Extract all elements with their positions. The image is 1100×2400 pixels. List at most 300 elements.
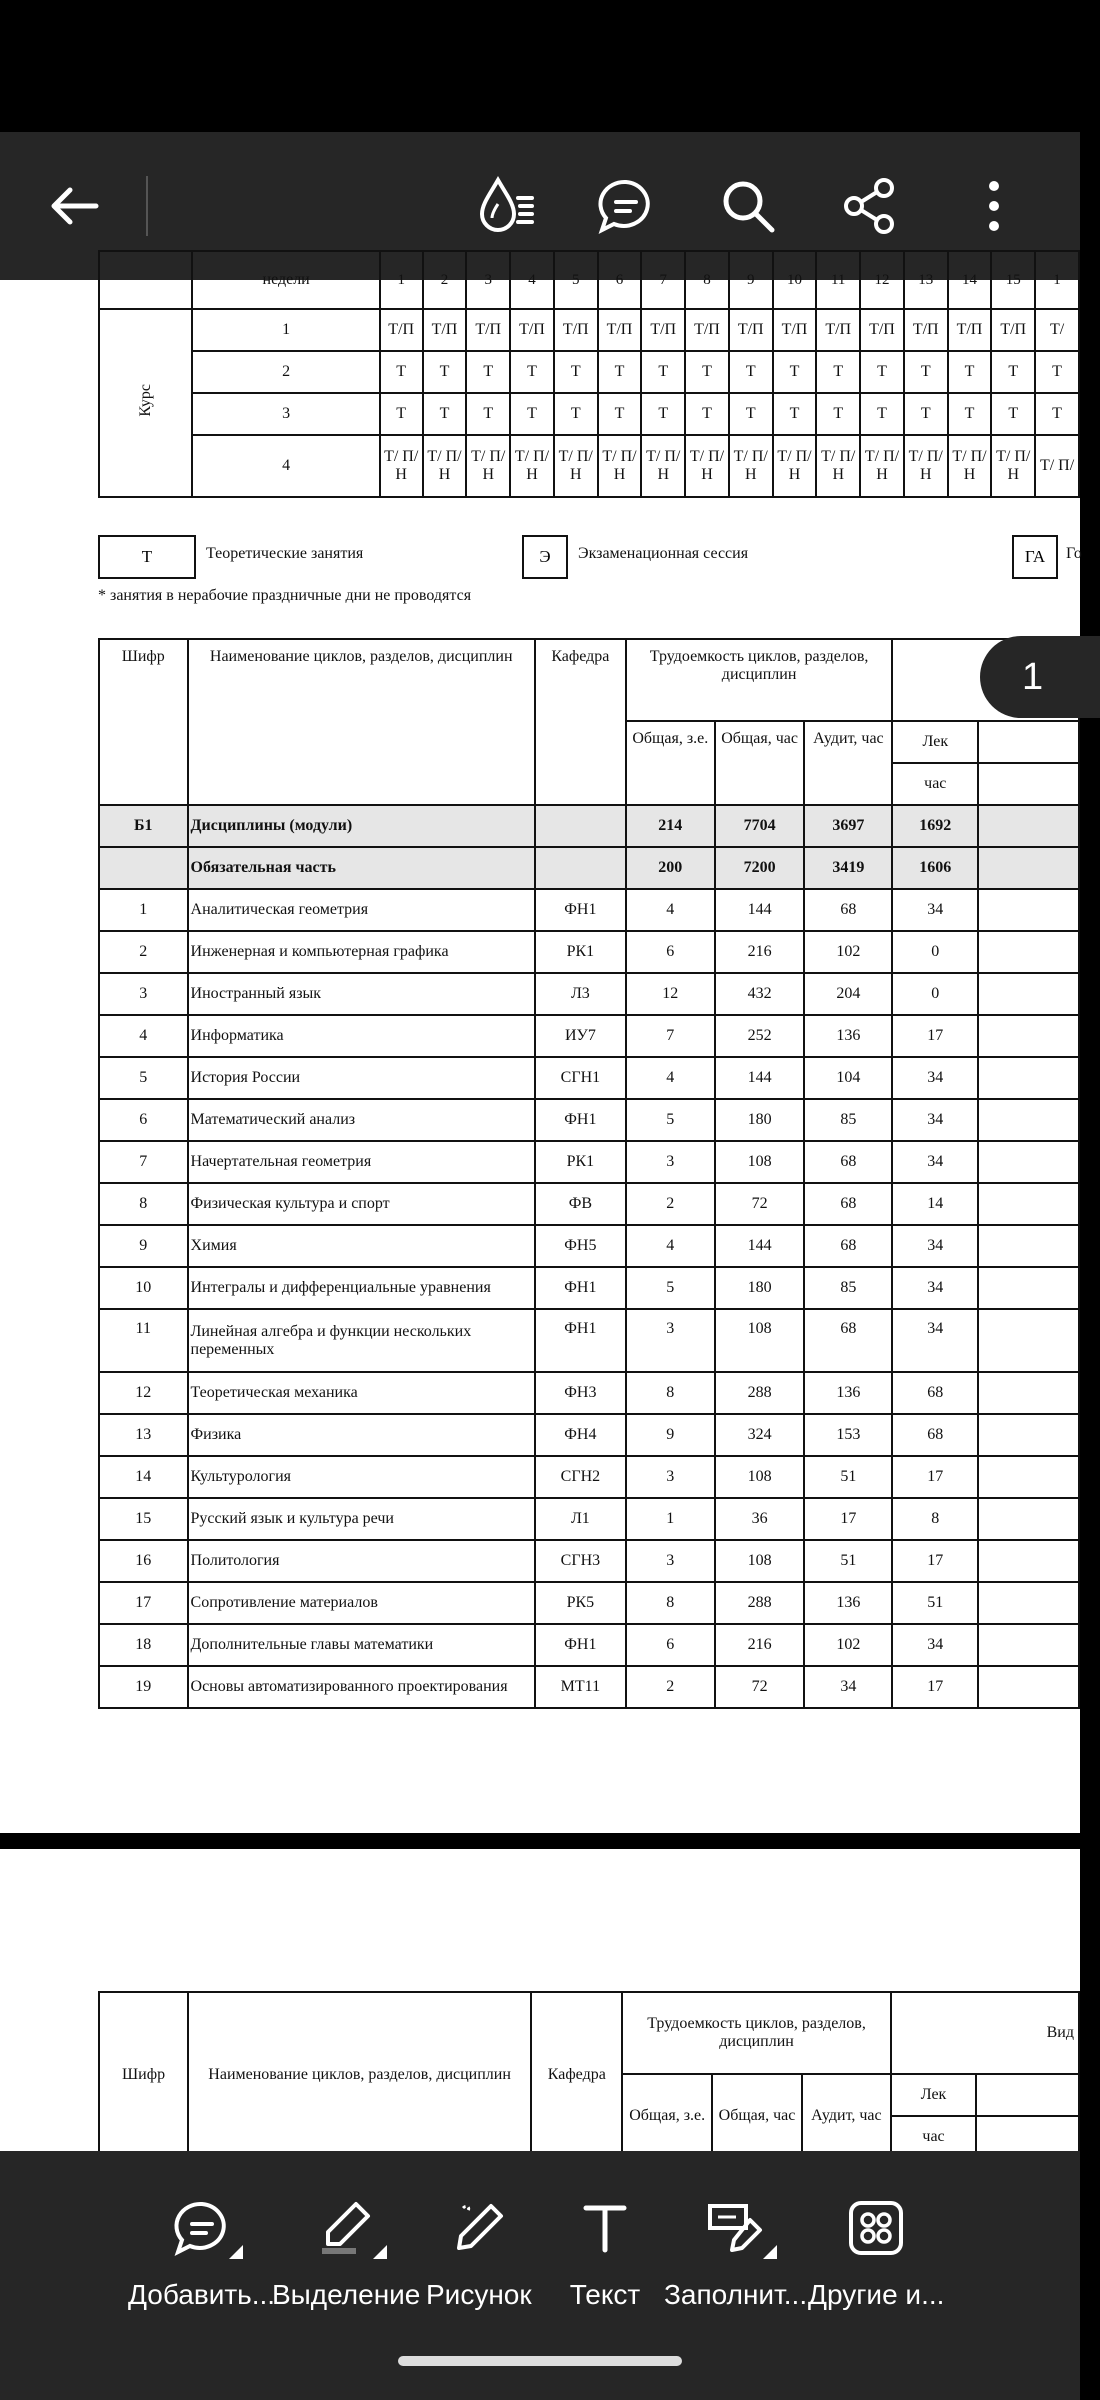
cell-code: 1 bbox=[99, 889, 188, 931]
cell-lec: 17 bbox=[892, 1456, 978, 1498]
search-icon[interactable] bbox=[708, 166, 788, 246]
tool-draw[interactable] bbox=[426, 2191, 532, 2311]
home-indicator[interactable] bbox=[398, 2356, 682, 2366]
cell-lec: 8 bbox=[892, 1498, 978, 1540]
cell-extra bbox=[978, 1456, 1079, 1498]
week-cell: Т/ П/Н bbox=[423, 435, 467, 497]
cell-name: Сопротивление материалов bbox=[188, 1582, 535, 1624]
table-row bbox=[99, 1267, 1079, 1309]
cell-name: Обязательная часть bbox=[188, 847, 535, 889]
week-cell: Т bbox=[641, 351, 685, 393]
tool-label: Выделение bbox=[272, 2279, 421, 2310]
cell-ze: 4 bbox=[626, 1225, 715, 1267]
navigation-bar bbox=[0, 2338, 1080, 2400]
cell-lec: 68 bbox=[892, 1414, 978, 1456]
course-label-cell bbox=[99, 309, 192, 497]
cell-dept: ФН1 bbox=[535, 889, 626, 931]
cell-dept: РК5 bbox=[535, 1582, 626, 1624]
cell-audit: 85 bbox=[804, 1099, 892, 1141]
cell-dept bbox=[535, 805, 626, 847]
back-arrow-icon[interactable] bbox=[34, 166, 114, 246]
cell-total: 108 bbox=[715, 1309, 805, 1372]
week-cell: Т bbox=[816, 393, 860, 435]
tool-more-tools[interactable] bbox=[808, 2191, 944, 2311]
cell-ze: 214 bbox=[626, 805, 715, 847]
table-row bbox=[99, 1015, 1079, 1057]
week-number: 12 bbox=[860, 251, 904, 309]
week-cell: Т/ П/Н bbox=[380, 435, 423, 497]
week-cell: Т/ П/Н bbox=[948, 435, 992, 497]
cell-name: Политология bbox=[188, 1540, 535, 1582]
cell-code: 9 bbox=[99, 1225, 188, 1267]
cell-dept: СГН1 bbox=[535, 1057, 626, 1099]
table-row bbox=[99, 1099, 1079, 1141]
cell-code: 18 bbox=[99, 1624, 188, 1666]
cell-audit: 68 bbox=[804, 1183, 892, 1225]
week-cell: Т bbox=[423, 393, 467, 435]
table-header-row bbox=[99, 1992, 1079, 2074]
header-hour: час bbox=[891, 2116, 977, 2158]
header-code: Шифр bbox=[99, 639, 188, 805]
cell-code: 19 bbox=[99, 1666, 188, 1708]
week-cell: Т bbox=[641, 393, 685, 435]
header-total-h: Общая, час bbox=[712, 2074, 802, 2158]
cell-lec: 68 bbox=[892, 1372, 978, 1414]
cell-extra bbox=[978, 1057, 1079, 1099]
cell-lec: 34 bbox=[892, 1099, 978, 1141]
cell-name: Инженерная и компьютерная графика bbox=[188, 931, 535, 973]
cell-lec: 34 bbox=[892, 1267, 978, 1309]
cell-audit: 136 bbox=[804, 1582, 892, 1624]
cell-dept: РК1 bbox=[535, 931, 626, 973]
cell-audit: 153 bbox=[804, 1414, 892, 1456]
cell-name: Культурология bbox=[188, 1456, 535, 1498]
week-number: 5 bbox=[554, 251, 598, 309]
cell-audit: 204 bbox=[804, 973, 892, 1015]
tool-text[interactable] bbox=[568, 2191, 642, 2311]
cell-total: 180 bbox=[715, 1267, 805, 1309]
cell-total: 432 bbox=[715, 973, 805, 1015]
week-cell: Т/ П/Н bbox=[729, 435, 773, 497]
table-row bbox=[99, 1141, 1079, 1183]
cell-audit: 102 bbox=[804, 1624, 892, 1666]
table-row bbox=[99, 1624, 1079, 1666]
cell-audit: 3697 bbox=[804, 805, 892, 847]
holiday-note: * занятия в нерабочие праздничные дни не проводятся bbox=[98, 587, 472, 604]
cell-lec: 0 bbox=[892, 973, 978, 1015]
cell-ze: 7 bbox=[626, 1015, 715, 1057]
header-name: Наименование циклов, разделов, дисциплин bbox=[188, 639, 535, 805]
cell-lec: 34 bbox=[892, 1057, 978, 1099]
week-cell: Т bbox=[991, 351, 1035, 393]
cell-total: 108 bbox=[715, 1456, 805, 1498]
page-gap bbox=[0, 1833, 1080, 1849]
page-number-badge: 1 bbox=[980, 636, 1100, 718]
cell-name: Дисциплины (модули) bbox=[188, 805, 535, 847]
week-cell: Т bbox=[729, 351, 773, 393]
header-extra bbox=[978, 763, 1079, 805]
table-row bbox=[99, 1498, 1079, 1540]
week-number: 3 bbox=[466, 251, 510, 309]
cell-dept: ФН5 bbox=[535, 1225, 626, 1267]
cell-dept bbox=[535, 847, 626, 889]
week-cell: Т/ П/Н bbox=[773, 435, 817, 497]
cell-lec: 17 bbox=[892, 1666, 978, 1708]
table-row bbox=[99, 1183, 1079, 1225]
week-cell: Т bbox=[729, 393, 773, 435]
weeks-schedule-table bbox=[98, 250, 1080, 498]
table-row bbox=[99, 973, 1079, 1015]
cell-audit: 68 bbox=[804, 1309, 892, 1372]
header-audit-h: Аудит, час bbox=[802, 2074, 890, 2158]
cell-name: Математический анализ bbox=[188, 1099, 535, 1141]
cell-extra bbox=[978, 1498, 1079, 1540]
cell-code: 13 bbox=[99, 1414, 188, 1456]
week-cell: Т bbox=[860, 393, 904, 435]
cell-name: Физика bbox=[188, 1414, 535, 1456]
tool-add-comment[interactable] bbox=[128, 2191, 275, 2311]
week-cell: Т/ П/Н bbox=[860, 435, 904, 497]
header-dept: Кафедра bbox=[535, 639, 626, 805]
week-number: 1 bbox=[380, 251, 423, 309]
cell-dept: ФН1 bbox=[535, 1309, 626, 1372]
cell-total: 252 bbox=[715, 1015, 805, 1057]
course-row bbox=[99, 435, 1079, 497]
cell-extra bbox=[978, 1141, 1079, 1183]
week-cell: Т bbox=[904, 351, 948, 393]
cell-audit: 3419 bbox=[804, 847, 892, 889]
week-cell: Т/ П/Н bbox=[904, 435, 948, 497]
week-number: 2 bbox=[423, 251, 467, 309]
header-lec: Лек bbox=[892, 721, 978, 763]
cell-name: Иностранный язык bbox=[188, 973, 535, 1015]
header-total-ze: Общая, з.е. bbox=[626, 721, 715, 805]
week-cell: Т/П bbox=[466, 309, 510, 351]
header-dept: Кафедра bbox=[531, 1992, 622, 2158]
cell-code: 8 bbox=[99, 1183, 188, 1225]
week-cell: Т/ П/Н bbox=[598, 435, 642, 497]
table-header-row bbox=[99, 639, 1079, 721]
group-row bbox=[99, 847, 1079, 889]
week-cell: Т/П bbox=[816, 309, 860, 351]
week-number: 9 bbox=[729, 251, 773, 309]
cell-ze: 6 bbox=[626, 1624, 715, 1666]
cell-audit: 68 bbox=[804, 889, 892, 931]
cell-audit: 136 bbox=[804, 1015, 892, 1057]
cell-total: 72 bbox=[715, 1183, 805, 1225]
cell-extra bbox=[978, 1540, 1079, 1582]
cell-code: 4 bbox=[99, 1015, 188, 1057]
cell-ze: 12 bbox=[626, 973, 715, 1015]
week-cell: Т/П bbox=[685, 309, 729, 351]
legend-text: Го bbox=[1066, 545, 1082, 562]
cell-code: 11 bbox=[99, 1309, 188, 1372]
header-total-h: Общая, час bbox=[715, 721, 805, 805]
cell-total: 144 bbox=[715, 889, 805, 931]
cell-code: 2 bbox=[99, 931, 188, 973]
cell-name: Интегралы и дифференциальные уравнения bbox=[188, 1267, 535, 1309]
cell-total: 36 bbox=[715, 1498, 805, 1540]
cell-lec: 1606 bbox=[892, 847, 978, 889]
week-number: 1 bbox=[1035, 251, 1079, 309]
week-cell: Т/ П/Н bbox=[685, 435, 729, 497]
legend-code: ГА bbox=[1012, 535, 1058, 579]
cell-lec: 17 bbox=[892, 1015, 978, 1057]
week-number: 11 bbox=[816, 251, 860, 309]
cell-name: Физическая культура и спорт bbox=[188, 1183, 535, 1225]
cell-lec: 34 bbox=[892, 1225, 978, 1267]
cell-total: 108 bbox=[715, 1141, 805, 1183]
cell-dept: РК1 bbox=[535, 1141, 626, 1183]
more-tools-icon bbox=[839, 2191, 913, 2265]
week-cell: Т bbox=[380, 351, 423, 393]
cell-dept: Л1 bbox=[535, 1498, 626, 1540]
week-cell: Т/П bbox=[904, 309, 948, 351]
cell-audit: 104 bbox=[804, 1057, 892, 1099]
cell-extra bbox=[978, 1309, 1079, 1372]
cell-dept: ФН4 bbox=[535, 1414, 626, 1456]
header-types: Вид bbox=[891, 1992, 1079, 2074]
week-cell: Т bbox=[554, 393, 598, 435]
cell-name: Начертательная геометрия bbox=[188, 1141, 535, 1183]
week-cell: Т bbox=[948, 351, 992, 393]
week-cell: Т bbox=[466, 393, 510, 435]
cell-extra bbox=[978, 1666, 1079, 1708]
cell-name: Информатика bbox=[188, 1015, 535, 1057]
cell-lec: 34 bbox=[892, 1141, 978, 1183]
cell-extra bbox=[978, 1099, 1079, 1141]
table-row bbox=[99, 1414, 1079, 1456]
table-row bbox=[99, 1225, 1079, 1267]
cell-extra bbox=[978, 1183, 1079, 1225]
legend-code: Э bbox=[522, 535, 568, 579]
cell-ze: 4 bbox=[626, 1057, 715, 1099]
reading-mode-icon[interactable] bbox=[466, 166, 546, 246]
week-cell: Т/ П/Н bbox=[554, 435, 598, 497]
cell-code: 7 bbox=[99, 1141, 188, 1183]
week-cell: Т bbox=[510, 393, 554, 435]
table-row bbox=[99, 931, 1079, 973]
cell-code: Б1 bbox=[99, 805, 188, 847]
cell-dept: ФН1 bbox=[535, 1099, 626, 1141]
week-cell: Т/П bbox=[423, 309, 467, 351]
week-cell: Т bbox=[1035, 393, 1079, 435]
week-cell: Т/ П/Н bbox=[466, 435, 510, 497]
cell-total: 7200 bbox=[715, 847, 805, 889]
course-number: 2 bbox=[192, 351, 379, 393]
cell-total: 144 bbox=[715, 1057, 805, 1099]
table-row bbox=[99, 1456, 1079, 1498]
cell-extra bbox=[978, 847, 1079, 889]
cell-code: 10 bbox=[99, 1267, 188, 1309]
cell-lec: 34 bbox=[892, 889, 978, 931]
cell-audit: 68 bbox=[804, 1225, 892, 1267]
cell-ze: 4 bbox=[626, 889, 715, 931]
tool-highlight[interactable] bbox=[272, 2191, 420, 2311]
more-vertical-icon[interactable] bbox=[954, 166, 1034, 246]
cell-extra bbox=[978, 805, 1079, 847]
week-number: 8 bbox=[685, 251, 729, 309]
week-number: 10 bbox=[773, 251, 817, 309]
header-total-ze: Общая, з.е. bbox=[622, 2074, 711, 2158]
table-row bbox=[99, 1582, 1079, 1624]
cell-name: Аналитическая геометрия bbox=[188, 889, 535, 931]
table-row bbox=[99, 1309, 1079, 1372]
cell-lec: 0 bbox=[892, 931, 978, 973]
status-bar bbox=[0, 0, 1080, 132]
cell-code bbox=[99, 847, 188, 889]
table-row bbox=[99, 1372, 1079, 1414]
cell-name: История России bbox=[188, 1057, 535, 1099]
cell-code: 5 bbox=[99, 1057, 188, 1099]
week-cell: Т bbox=[554, 351, 598, 393]
cell-audit: 102 bbox=[804, 931, 892, 973]
course-number: 1 bbox=[192, 309, 379, 351]
cell-code: 17 bbox=[99, 1582, 188, 1624]
cell-ze: 1 bbox=[626, 1498, 715, 1540]
cell-extra bbox=[978, 889, 1079, 931]
cell-dept: ФН1 bbox=[535, 1624, 626, 1666]
week-cell: Т bbox=[685, 393, 729, 435]
week-cell: Т bbox=[510, 351, 554, 393]
week-cell: Т bbox=[466, 351, 510, 393]
cell-name: Основы автоматизированного проектирования bbox=[188, 1666, 535, 1708]
cell-total: 288 bbox=[715, 1582, 805, 1624]
cell-audit: 51 bbox=[804, 1540, 892, 1582]
cell-name: Теоретическая механика bbox=[188, 1372, 535, 1414]
cell-dept: ФВ bbox=[535, 1183, 626, 1225]
cell-extra bbox=[978, 1267, 1079, 1309]
add-comment-icon bbox=[165, 2191, 239, 2265]
cell-extra bbox=[978, 973, 1079, 1015]
cell-total: 180 bbox=[715, 1099, 805, 1141]
header-extra bbox=[976, 2074, 1079, 2116]
highlight-icon bbox=[309, 2191, 383, 2265]
cell-code: 16 bbox=[99, 1540, 188, 1582]
cell-code: 3 bbox=[99, 973, 188, 1015]
header-audit-h: Аудит, час bbox=[804, 721, 892, 805]
week-cell: Т/ П/ bbox=[1035, 435, 1079, 497]
cell-ze: 3 bbox=[626, 1141, 715, 1183]
header-labor: Трудоемкость циклов, разделов, дисциплин bbox=[622, 1992, 890, 2074]
cell-total: 324 bbox=[715, 1414, 805, 1456]
cell-ze: 5 bbox=[626, 1267, 715, 1309]
cell-name: Дополнительные главы математики bbox=[188, 1624, 535, 1666]
group-row bbox=[99, 805, 1079, 847]
header-extra bbox=[978, 721, 1079, 763]
cell-lec: 34 bbox=[892, 1624, 978, 1666]
week-cell: Т/П bbox=[948, 309, 992, 351]
cell-total: 108 bbox=[715, 1540, 805, 1582]
draw-icon bbox=[442, 2191, 516, 2265]
tool-fill-sign[interactable] bbox=[664, 2191, 807, 2311]
cell-name: Химия bbox=[188, 1225, 535, 1267]
cell-lec: 1692 bbox=[892, 805, 978, 847]
week-number: 7 bbox=[641, 251, 685, 309]
cell-audit: 85 bbox=[804, 1267, 892, 1309]
week-cell: Т bbox=[773, 393, 817, 435]
week-cell: Т bbox=[685, 351, 729, 393]
week-cell: Т/П bbox=[380, 309, 423, 351]
week-number: 13 bbox=[904, 251, 948, 309]
pdf-page bbox=[0, 1849, 1080, 2151]
cell-dept: ИУ7 bbox=[535, 1015, 626, 1057]
cell-extra bbox=[978, 1225, 1079, 1267]
cell-name: Русский язык и культура речи bbox=[188, 1498, 535, 1540]
week-cell: Т bbox=[1035, 351, 1079, 393]
empty-cell bbox=[99, 251, 192, 309]
cell-code: 15 bbox=[99, 1498, 188, 1540]
week-cell: Т/ П/Н bbox=[816, 435, 860, 497]
week-cell: Т/П bbox=[554, 309, 598, 351]
week-cell: Т bbox=[860, 351, 904, 393]
week-cell: Т bbox=[598, 393, 642, 435]
week-cell: Т/П bbox=[991, 309, 1035, 351]
disciplines-body bbox=[99, 889, 1079, 1708]
cell-extra bbox=[978, 931, 1079, 973]
cell-dept: ФН1 bbox=[535, 1267, 626, 1309]
cell-audit: 17 bbox=[804, 1498, 892, 1540]
cell-audit: 136 bbox=[804, 1372, 892, 1414]
cell-total: 7704 bbox=[715, 805, 805, 847]
course-number: 3 bbox=[192, 393, 379, 435]
course-number: 4 bbox=[192, 435, 379, 497]
cell-extra bbox=[978, 1372, 1079, 1414]
cell-ze: 3 bbox=[626, 1540, 715, 1582]
week-cell: Т/П bbox=[729, 309, 773, 351]
comment-icon[interactable] bbox=[586, 166, 666, 246]
header-labor: Трудоемкость циклов, разделов, дисциплин bbox=[626, 639, 892, 721]
header-lec: Лек bbox=[891, 2074, 977, 2116]
share-icon[interactable] bbox=[830, 166, 910, 246]
week-cell: Т bbox=[380, 393, 423, 435]
week-cell: Т bbox=[948, 393, 992, 435]
cell-total: 144 bbox=[715, 1225, 805, 1267]
fill-sign-icon bbox=[699, 2191, 773, 2265]
course-row bbox=[99, 309, 1079, 351]
cell-extra bbox=[978, 1582, 1079, 1624]
cell-lec: 34 bbox=[892, 1309, 978, 1372]
disciplines-table-continued bbox=[98, 1991, 1080, 2159]
cell-extra bbox=[978, 1015, 1079, 1057]
cell-total: 216 bbox=[715, 1624, 805, 1666]
cell-audit: 34 bbox=[804, 1666, 892, 1708]
cell-ze: 9 bbox=[626, 1414, 715, 1456]
cell-total: 288 bbox=[715, 1372, 805, 1414]
week-cell: Т bbox=[904, 393, 948, 435]
week-number: 15 bbox=[991, 251, 1035, 309]
week-cell: Т bbox=[423, 351, 467, 393]
toolbar-divider bbox=[146, 176, 148, 236]
cell-ze: 2 bbox=[626, 1666, 715, 1708]
cell-dept: ФН3 bbox=[535, 1372, 626, 1414]
legend-text: Теоретические занятия bbox=[206, 545, 364, 562]
week-cell: Т bbox=[598, 351, 642, 393]
week-number: 6 bbox=[598, 251, 642, 309]
tool-label: Заполнит... bbox=[664, 2279, 808, 2310]
week-cell: Т/П bbox=[860, 309, 904, 351]
cell-ze: 200 bbox=[626, 847, 715, 889]
cell-total: 216 bbox=[715, 931, 805, 973]
course-row bbox=[99, 393, 1079, 435]
cell-ze: 3 bbox=[626, 1456, 715, 1498]
cell-code: 6 bbox=[99, 1099, 188, 1141]
week-number: 4 bbox=[510, 251, 554, 309]
week-cell: Т/ П/Н bbox=[991, 435, 1035, 497]
week-number: 14 bbox=[948, 251, 992, 309]
legend-text: Экзаменационная сессия bbox=[578, 545, 749, 562]
table-row bbox=[99, 1540, 1079, 1582]
